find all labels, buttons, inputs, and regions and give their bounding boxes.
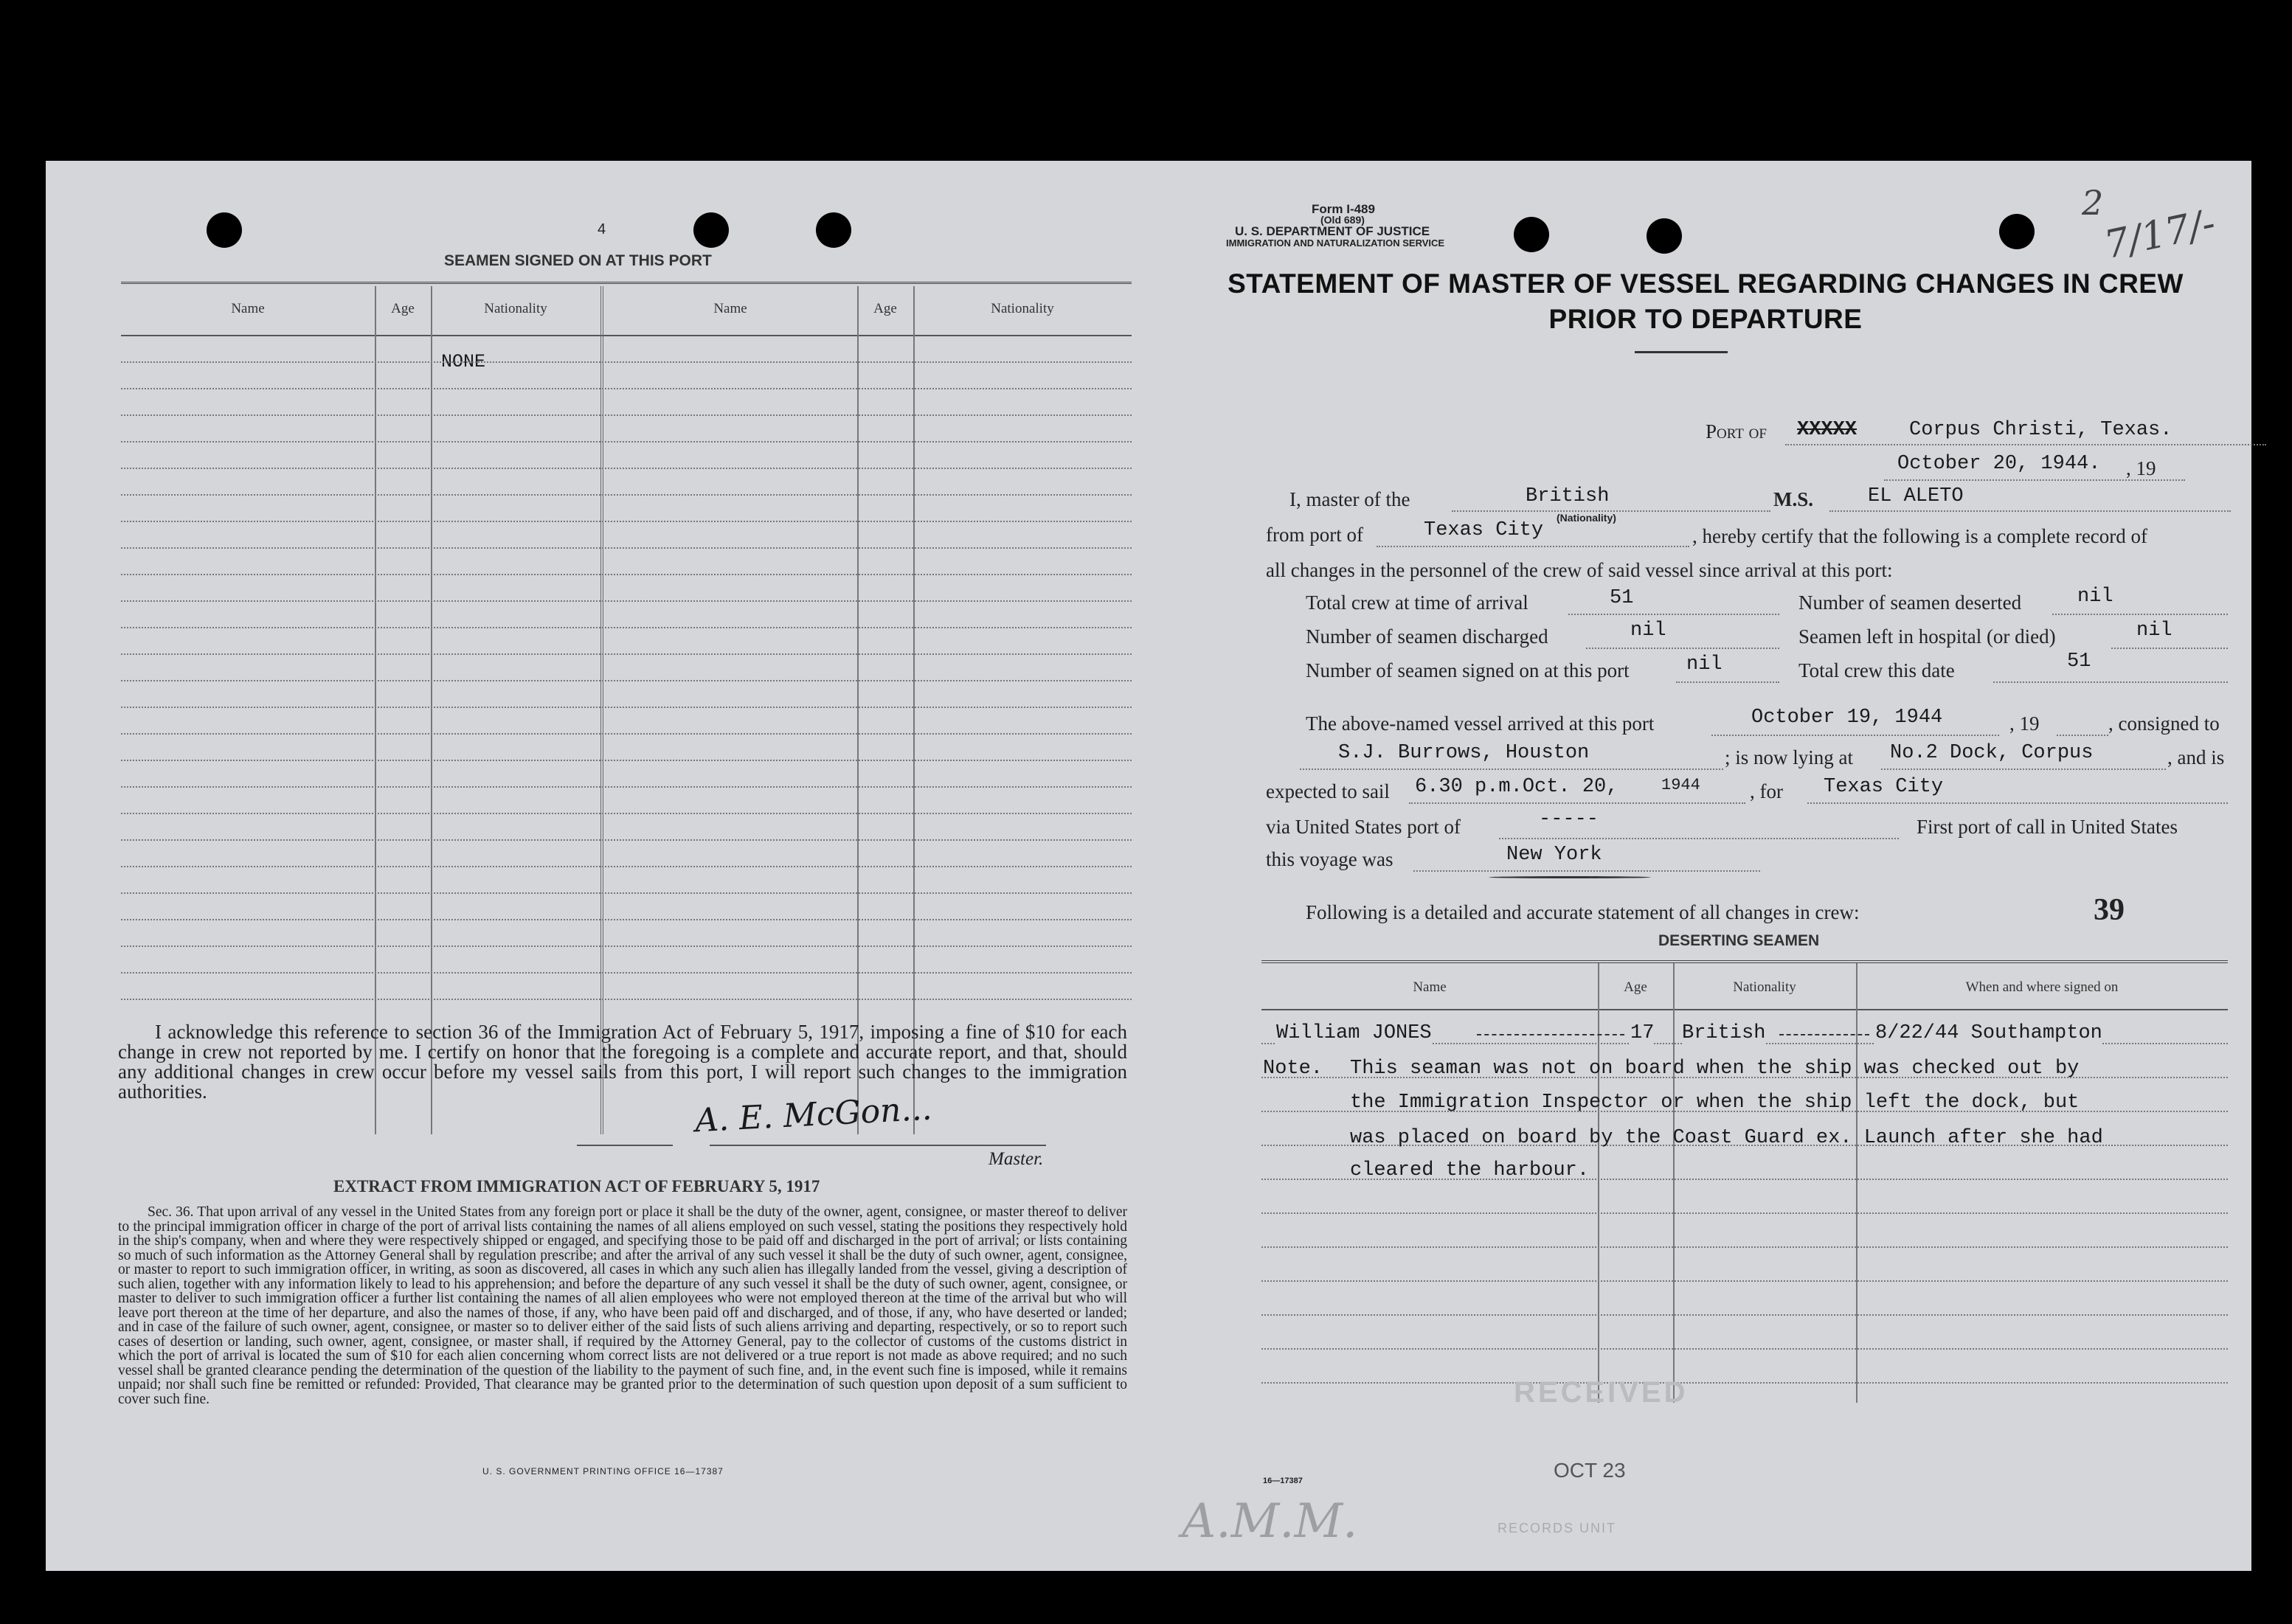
table-row-line (121, 839, 1132, 841)
service: IMMIGRATION AND NATURALIZATION SERVICE (1226, 237, 1445, 249)
certify-text: , hereby certify that the following is a complete record of (1692, 525, 2148, 547)
form-title (1226, 268, 2185, 335)
col-age: Age (391, 301, 415, 316)
deserting-title: DESERTING SEAMEN (1658, 932, 1820, 949)
punch-hole (1647, 218, 1682, 254)
voyage-value: New York (1506, 844, 1602, 866)
table-row-line (121, 441, 1132, 443)
col-name-2: Name (713, 301, 747, 316)
form-title-line1: STATEMENT OF MASTER OF VESSEL REGARDING CHANGES IN CREW (1228, 268, 2184, 299)
deserter-signed: 8/22/44 Southampton (1875, 1022, 2102, 1044)
following-label: Following is a detailed and accurate statement of all changes in crew: (1306, 901, 1860, 923)
stat-label-total-arrival: Total crew at time of arrival (1306, 591, 1528, 614)
stat-value-total-date: 51 (2067, 650, 2091, 673)
table-row-line (121, 786, 1132, 788)
table-row-line (121, 414, 1132, 416)
stat-label-signed-on: Number of seamen signed on at this port (1306, 659, 1630, 681)
desert-col-nationality: Nationality (1733, 979, 1796, 995)
note-line-1: This seaman was not on board when the ship was checked out by (1350, 1058, 2080, 1080)
table-row-line (121, 999, 1132, 1000)
lying-label: ; is now lying at (1725, 746, 1853, 768)
form-code: 16—17387 (1263, 1476, 1303, 1485)
signed-on-title: SEAMEN SIGNED ON AT THIS PORT (444, 252, 712, 269)
vessel-name: EL ALETO (1868, 485, 1964, 507)
corner-note-2: 7/17/- (2100, 201, 2220, 268)
nationality-value: British (1526, 485, 1610, 507)
note-line-4: cleared the harbour. (1350, 1159, 1590, 1181)
sail-label: expected to sail (1266, 780, 1390, 802)
arrived-suffix: , 19 (2009, 712, 2040, 735)
table-row-line (121, 388, 1132, 389)
note-line-3: was placed on board by the Coast Guard ex. Launch after she had (1350, 1127, 2103, 1149)
deserter-nationality: British (1682, 1022, 1766, 1044)
for-label: , for (1750, 780, 1783, 802)
stat-value-deserted: nil (2077, 586, 2113, 608)
table-row-line (1261, 1280, 2228, 1282)
vessel-prefix: M.S. (1773, 488, 1813, 510)
col-nationality: Nationality (484, 301, 547, 316)
extract-text: Sec. 36. That upon arrival of any vessel in the United States from any foreign port or place it shall be the duty of the owner, agent, consignee, or master thereof to deliver to the principal immigration officer in charge of the port of arrival lists containing the names of all aliens employed on such vessel, stating the positions they respectively hold in the ship's company, when and where they were respectively shipped or engaged, and specifying those to be paid off and discharged in the port of arrival; or lists containing so much of such information as the Attorney General shall by regulation prescribe; and after the arrival of any such vessel it shall be the duty of such owner, agent, consignee, or master to report to such immigration officer, in writing, as soon as discovered, all cases in which any such alien has illegally landed from the vessel, giving a description of such alien, together with any information likely to lead to his apprehension; and before the departure of any such vessel it shall be the duty of such owner, agent, consignee, or master to deliver to such immigration officer a further list containing the names of all alien employees who were not employed thereon at the time of the arrival but who will leave port thereon at the time of her departure, and also the names of those, if any, who have been paid off and discharged, and of those, if any, who have deserted or landed; and in case of the failure of such owner, agent, consignee, or master so to deliver either of the said lists of such aliens arriving and departing, respectively, or so to report such cases of desertion or landing, such owner, agent, consignee, or master shall, if required by the Attorney General, pay to the collector of customs of the customs district in which the port of arrival is located the sum of $10 for each alien concerning whom correct lists are not delivered or a true report is not made as above required; and no such vessel shall be granted clearance pending the determination of the question of the liability to the payment of such fine, and, in the event such fine is imposed, while it remains unpaid; nor shall such fine be remitted or refunded: Provided, That clearance may be granted prior to the determination of such question upon deposit of a sum sufficient to cover such fine. (118, 1204, 1127, 1407)
sail-value: 6.30 p.m.Oct. 20, (1415, 776, 1618, 798)
table-row-line (121, 733, 1132, 735)
stat-label-total-date: Total crew this date (1798, 659, 1955, 681)
table-row-line (121, 653, 1132, 655)
table-row-line (121, 945, 1132, 947)
table-row-line (121, 547, 1132, 549)
document-sheet (46, 161, 2251, 1571)
port-value: Corpus Christi, Texas. (1909, 419, 2172, 441)
initials: A.M.M. (1182, 1494, 1358, 1549)
extract-title: EXTRACT FROM IMMIGRATION ACT OF FEBRUARY 5, 1917 (333, 1177, 820, 1196)
table-row-line (1261, 1348, 2228, 1350)
received-stamp: RECEIVED (1514, 1376, 1689, 1409)
department: U. S. DEPARTMENT OF JUSTICE (1235, 224, 1430, 238)
punch-hole (816, 212, 851, 248)
consignee-value: S.J. Burrows, Houston (1338, 742, 1590, 764)
port-struck: XXXXX (1797, 419, 1858, 441)
punch-hole (1999, 214, 2035, 249)
table-row-line (121, 972, 1132, 974)
punch-hole (693, 212, 729, 248)
table-row-line (121, 600, 1132, 602)
from-port-label: from port of (1266, 524, 1363, 546)
stamp-number: 39 (2094, 893, 2125, 927)
acknowledgement-text: I acknowledge this reference to section 36 of the Immigration Act of February 5, 1917, imposing a fine of $10 for each change in crew not reported by me. I certify on honor that the foregoing is a complete and accurate report, and that, should any additional changes in crew occur before my vessel sails from this port, I will report such changes to the immigration authorities. (118, 1021, 1127, 1103)
desert-col-age: Age (1624, 979, 1647, 995)
master-of-label: I, master of the (1289, 488, 1410, 510)
punch-hole (1514, 217, 1549, 252)
form-old: (Old 689) (1320, 214, 1365, 226)
table-row-line (1261, 1212, 2228, 1214)
stamp-date: OCT 23 (1554, 1459, 1626, 1482)
and-is-label: , and is (2167, 746, 2225, 768)
lying-value: No.2 Dock, Corpus (1890, 742, 2094, 764)
via-label: via United States port of (1266, 816, 1461, 838)
table-row-line (121, 361, 1132, 363)
table-row-line (1261, 1314, 2228, 1316)
note-line-2: the Immigration Inspector or when the ship left the dock, but (1350, 1092, 2080, 1114)
table-row-line (121, 627, 1132, 628)
stat-label-discharged: Number of seamen discharged (1306, 625, 1548, 648)
punch-hole (207, 212, 242, 248)
table-row-line (121, 919, 1132, 920)
stat-label-hospital: Seamen left in hospital (or died) (1798, 625, 2056, 648)
page-number: 4 (598, 221, 606, 237)
consigned-label: , consigned to (2108, 712, 2220, 735)
stat-value-signed-on: nil (1686, 653, 1723, 676)
deserter-age: 17 (1630, 1022, 1655, 1044)
port-label: Port of (1706, 420, 1767, 443)
for-value: Texas City (1824, 776, 1944, 798)
sail-year: 1944 (1661, 776, 1700, 794)
note-label: Note. (1263, 1058, 1323, 1080)
stat-value-total-arrival: 51 (1610, 587, 1634, 609)
signed-on-entry: NONE (441, 351, 486, 372)
table-row-line (121, 760, 1132, 761)
master-signature: A. E. McGon... (693, 1089, 933, 1140)
stat-value-hospital: nil (2136, 620, 2172, 642)
table-row-line (121, 866, 1132, 867)
stat-label-deserted: Number of seamen deserted (1798, 591, 2022, 614)
first-port-label: First port of call in United States (1917, 816, 2178, 838)
desert-col-name: Name (1413, 979, 1447, 995)
table-row-line (121, 707, 1132, 708)
arrived-value: October 19, 1944 (1751, 707, 1943, 729)
col-age-2: Age (873, 301, 897, 316)
table-row-line (121, 494, 1132, 496)
voyage-label: this voyage was (1266, 848, 1393, 870)
date-value: October 20, 1944. (1897, 453, 2101, 475)
stat-value-discharged: nil (1630, 620, 1666, 642)
arrived-label: The above-named vessel arrived at this port (1306, 712, 1655, 735)
certify-text-2: all changes in the personnel of the crew of said vessel since arrival at this port: (1266, 559, 1893, 581)
desert-col-signed: When and where signed on (1965, 979, 2119, 995)
date-suffix: , 19 (2126, 457, 2156, 479)
form-title-line2: PRIOR TO DEPARTURE (1548, 304, 1863, 334)
deserter-name: William JONES (1276, 1022, 1432, 1044)
table-row-line (121, 680, 1132, 681)
table-row-line (121, 468, 1132, 469)
via-value: ----- (1539, 808, 1599, 830)
table-row-line (1261, 1246, 2228, 1248)
col-name: Name (231, 301, 265, 316)
table-row-line (121, 574, 1132, 575)
col-nationality-2: Nationality (991, 301, 1054, 316)
table-row-line (121, 892, 1132, 894)
from-port-value: Texas City (1424, 519, 1544, 541)
bottom-mark: RECORDS UNIT (1498, 1521, 1617, 1535)
printer-line: U. S. GOVERNMENT PRINTING OFFICE 16—17387 (482, 1466, 724, 1476)
table-row-line (1261, 1382, 2228, 1384)
master-label: Master. (989, 1149, 1044, 1169)
nationality-caption: (Nationality) (1557, 512, 1616, 524)
table-row-line (121, 813, 1132, 814)
corner-note: 2 (2082, 183, 2104, 223)
table-row-line (121, 521, 1132, 522)
form-number: Form I-489 (1312, 202, 1375, 216)
